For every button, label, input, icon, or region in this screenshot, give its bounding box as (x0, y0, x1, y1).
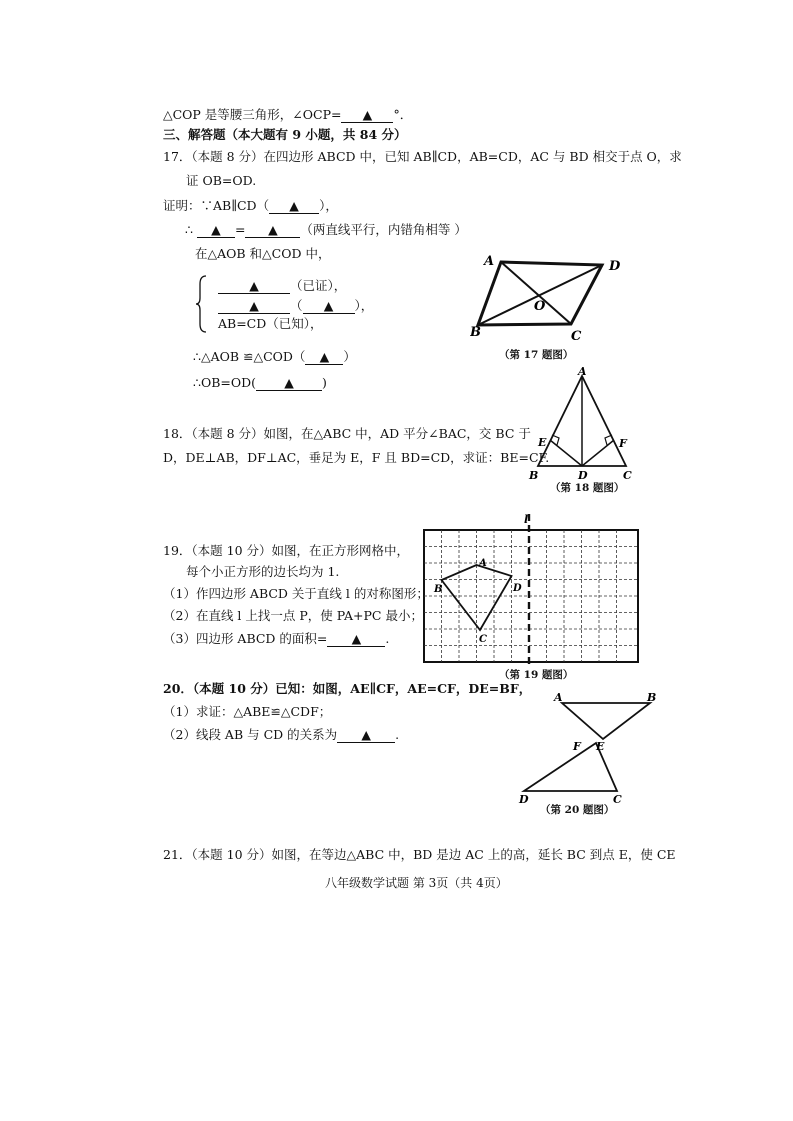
q17-proof-line3: 在△AOB 和△COD 中， (195, 246, 331, 261)
q17-proof-text: （ (290, 298, 303, 313)
q17-label-a: A (484, 254, 495, 269)
q17-proof-text: （已证）， (290, 278, 347, 293)
q19-label-b: B (434, 584, 443, 595)
q17-proof-text: ∴ (185, 222, 193, 237)
q17-label-c: C (571, 329, 582, 344)
q17-blank-8[interactable]: ▲ (256, 376, 322, 391)
page-footer: 八年级数学试题 第 3页（共 4页） (325, 876, 508, 890)
q17-proof-text: ∴OB=OD( (193, 375, 257, 390)
q16-tail (163, 107, 412, 123)
q18-line1: 18．（本题 8 分）如图，在△ABC 中，AD 平分∠BAC，交 BC 于 (163, 426, 531, 441)
q17-brace-icon (194, 274, 208, 334)
q17-caption: （第 17 题图） (499, 349, 574, 361)
q17-proof-text: ) (322, 375, 327, 390)
q17-proof-text: = (234, 222, 246, 237)
q20-label-c: C (613, 793, 622, 806)
q17-proof-text: ）， (354, 298, 374, 313)
q17-blank-2[interactable]: ▲ (197, 223, 235, 238)
q17-blank-4[interactable]: ▲ (218, 279, 290, 294)
q19-label-d: D (513, 583, 522, 594)
q18-figure (526, 366, 636, 484)
q17-proof-text: ）， (319, 198, 338, 213)
q18-label-a: A (578, 366, 587, 378)
q20-blank[interactable]: ▲ (337, 728, 395, 743)
q17-proof-text: ） (343, 349, 356, 364)
q19-caption: （第 19 题图） (499, 669, 574, 681)
q16-text-a: △COP 是等腰三角形，∠OCP= (163, 107, 342, 122)
q16-text-b: °． (393, 107, 413, 122)
q17-proof-text: 证明：∵AB∥CD（ (163, 198, 270, 213)
q20-line1: 20．（本题 10 分）已知：如图，AE∥CF，AE=CF，DE=BF， (163, 681, 532, 696)
q20-label-b: B (647, 691, 657, 704)
q20-part2 (163, 727, 399, 743)
q17-label-d: D (609, 259, 621, 274)
q17-line1: 17．（本题 8 分）在四边形 ABCD 中，已知 AB∥CD，AB=CD，AC 与 BD 相交于点 O，求 (163, 149, 682, 164)
q19-part3 (163, 631, 389, 647)
q20-label-f: F (573, 740, 581, 753)
q17-condition-1 (218, 278, 346, 294)
q17-label-b: B (470, 325, 481, 340)
q20-part2-text: （2）线段 AB 与 CD 的关系为 (163, 727, 338, 742)
q20-part1: （1）求证：△ABE≌△CDF； (163, 704, 332, 719)
q17-proof-line5 (193, 375, 327, 391)
q21-line1: 21．（本题 10 分）如图，在等边△ABC 中，BD 是边 AC 上的高，延长 BC 到点 E，使 CE (163, 847, 676, 862)
q17-blank-6[interactable]: ▲ (303, 299, 355, 314)
q19-part3-text: . (385, 631, 390, 646)
q17-condition-3: AB=CD（已知）， (218, 316, 323, 331)
q18-label-c: C (623, 469, 632, 482)
q17-blank-1[interactable]: ▲ (269, 199, 319, 214)
q20-label-a: A (554, 691, 563, 704)
section-heading: 三、解答题（本大题有 9 小题，共 84 分） (163, 127, 407, 142)
q20-figure (514, 688, 664, 808)
q17-proof-line1 (163, 198, 338, 214)
q17-proof-line4 (193, 349, 356, 365)
q19-part3-text: （3）四边形 ABCD 的面积= (163, 631, 328, 646)
q19-label-c: C (479, 634, 487, 645)
q19-label-l: l (524, 513, 529, 526)
q19-part1: （1）作四边形 ABCD 关于直线 l 的对称图形； (163, 586, 429, 601)
q18-label-e: E (538, 436, 547, 449)
q20-part2-text: . (395, 727, 400, 742)
q19-label-a: A (479, 558, 487, 569)
q18-label-b: B (529, 469, 539, 482)
q17-condition-2 (218, 298, 373, 314)
q17-label-o: O (534, 299, 546, 314)
q17-blank-5[interactable]: ▲ (218, 299, 290, 314)
q19-blank[interactable]: ▲ (327, 632, 385, 647)
q19-line1: 19．（本题 10 分）如图，在正方形网格中， (163, 543, 410, 558)
q17-proof-line2 (185, 222, 467, 238)
q18-caption: （第 18 题图） (550, 482, 625, 494)
q18-line2: D，DE⊥AB，DF⊥AC，垂足为 E，F 且 BD=CD，求证：BE=CF. (163, 450, 550, 465)
q17-figure (470, 252, 630, 347)
q17-blank-3[interactable]: ▲ (245, 223, 300, 238)
q17-blank-7[interactable]: ▲ (305, 350, 343, 365)
q19-grid-figure (420, 510, 642, 668)
q18-label-f: F (619, 437, 627, 450)
q20-label-e: E (596, 740, 605, 753)
q20-label-d: D (519, 793, 529, 806)
q18-label-d: D (578, 469, 588, 482)
q16-blank[interactable]: ▲ (341, 108, 393, 123)
q17-proof-text: ∴△AOB ≌△COD（ (193, 349, 306, 364)
q19-line2: 每个小正方形的边长均为 1. (186, 564, 340, 579)
q19-part2: （2）在直线 l 上找一点 P，使 PA+PC 最小； (163, 608, 423, 623)
q20-caption: （第 20 题图） (540, 804, 615, 816)
q17-line2: 证 OB=OD. (186, 173, 257, 188)
q17-proof-text: （两直线平行，内错角相等 ） (300, 222, 467, 237)
